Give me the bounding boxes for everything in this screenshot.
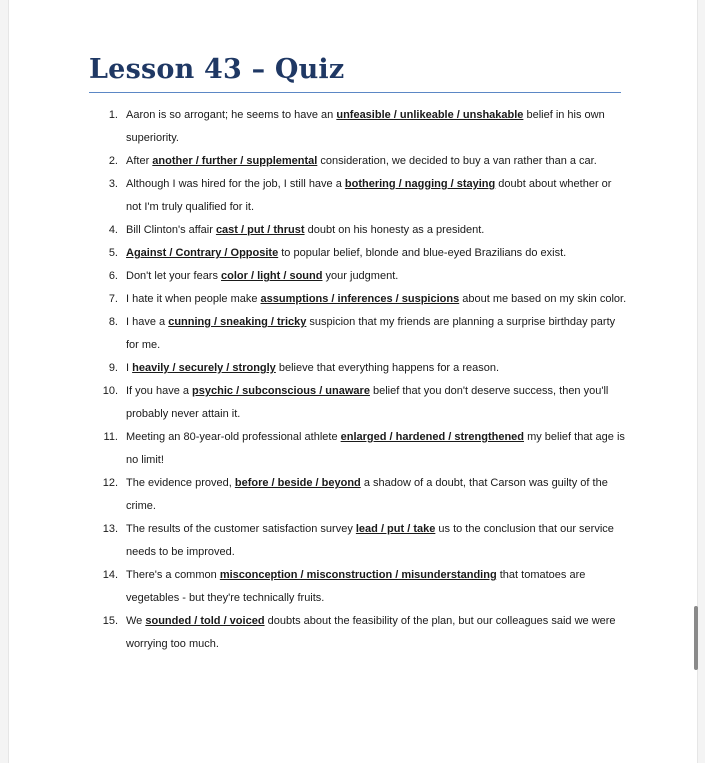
answer-options: unfeasible / unlikeable / unshakable [336, 109, 524, 121]
answer-options: enlarged / hardened / strengthened [340, 431, 525, 443]
question-text-after: a shadow of a doubt, that Carson was guilty of the crime. [126, 477, 608, 512]
question-number: 14. [102, 569, 118, 581]
question-number: 12. [102, 477, 118, 489]
question-text [126, 472, 629, 518]
question-text-before: If you have a [126, 385, 193, 397]
question-text [126, 311, 629, 357]
question-text-after: doubt on his honesty as a president. [304, 224, 485, 236]
question-text-after: us to the conclusion that our service needs to be improved. [126, 523, 614, 558]
question-text-before: The results of the customer satisfaction survey [126, 523, 356, 535]
question-text-before: Don't let your fears [126, 270, 222, 282]
question-text-after: doubts about the feasibility of the plan, but our colleagues said we were worrying too much. [126, 615, 616, 650]
question-number: 3. [108, 178, 118, 190]
question-item [99, 472, 629, 518]
vertical-scrollbar[interactable] [694, 606, 698, 670]
question-item [99, 242, 629, 265]
answer-options: cunning / sneaking / tricky [168, 316, 307, 328]
question-item [99, 288, 629, 311]
question-number: 7. [108, 293, 118, 305]
question-item [99, 380, 629, 426]
answer-options: assumptions / inferences / suspicions [260, 293, 460, 305]
question-number: 10. [102, 385, 118, 397]
question-text-before: I [126, 362, 133, 374]
question-number: 8. [108, 316, 118, 328]
question-item [99, 357, 629, 380]
title-underline [89, 92, 621, 93]
answer-options: heavily / securely / strongly [132, 362, 276, 374]
question-text-before: Although I was hired for the job, I still have a [126, 178, 345, 190]
question-number: 11. [103, 431, 118, 443]
question-text [126, 219, 629, 242]
question-text [126, 173, 629, 219]
question-text-before: I have a [126, 316, 169, 328]
answer-options: misconception / misconstruction / misunderstanding [219, 569, 497, 581]
question-text-before: We [126, 615, 146, 627]
question-text [126, 426, 629, 472]
question-number: 13. [102, 523, 118, 535]
question-text-before: Aaron is so arrogant; he seems to have an [126, 109, 337, 121]
question-item [99, 564, 629, 610]
answer-options: cast / put / thrust [215, 224, 305, 236]
answer-options: lead / put / take [355, 523, 436, 535]
question-text [126, 564, 629, 610]
question-item [99, 219, 629, 242]
question-item [99, 173, 629, 219]
question-number: 4. [108, 224, 118, 236]
question-item [99, 610, 629, 656]
question-text-after: to popular belief, blonde and blue-eyed Brazilians do exist. [278, 247, 567, 259]
question-text [126, 518, 629, 564]
question-number: 5. [108, 247, 118, 259]
question-item [99, 311, 629, 357]
question-number: 9. [108, 362, 118, 374]
question-item [99, 150, 629, 173]
question-text-after: that tomatoes are vegetables - but they're technically fruits. [126, 569, 586, 604]
question-text-before: Bill Clinton's affair [126, 224, 216, 236]
answer-options: sounded / told / voiced [145, 615, 265, 627]
question-text [126, 104, 629, 150]
question-text-before: Meeting an 80-year-old professional athlete [126, 431, 341, 443]
question-text [126, 357, 629, 380]
answer-options: another / further / supplemental [152, 155, 318, 167]
question-item [99, 265, 629, 288]
question-text-before: There's a common [126, 569, 220, 581]
question-item [99, 426, 629, 472]
page-title: Lesson 43 – Quiz [89, 54, 345, 85]
answer-options: Against / Contrary / Opposite [126, 247, 279, 259]
question-text-after: doubt about whether or not I'm truly qualified for it. [126, 178, 612, 213]
question-number: 15. [102, 615, 118, 627]
question-item [99, 518, 629, 564]
document-page [8, 0, 698, 763]
question-text-after: about me based on my skin color. [459, 293, 627, 305]
question-item [99, 104, 629, 150]
question-text [126, 380, 629, 426]
question-text-before: After [126, 155, 153, 167]
question-number: 2. [108, 155, 118, 167]
question-text [126, 150, 629, 173]
question-text [126, 610, 629, 656]
question-text-before: I hate it when people make [126, 293, 261, 305]
question-text-after: my belief that age is no limit! [126, 431, 625, 466]
question-text [126, 265, 629, 288]
question-text-after: believe that everything happens for a reason. [275, 362, 500, 374]
question-text-after: your judgment. [322, 270, 399, 282]
answer-options: before / beside / beyond [234, 477, 361, 489]
question-text-after: consideration, we decided to buy a van rather than a car. [317, 155, 597, 167]
answer-options: psychic / subconscious / unaware [192, 385, 370, 397]
question-text-before: The evidence proved, [126, 477, 235, 489]
question-text-after: belief that you don't deserve success, then you'll probably never attain it. [126, 385, 609, 420]
question-list [99, 104, 629, 656]
question-number: 1. [108, 109, 118, 121]
question-number: 6. [108, 270, 118, 282]
question-text [126, 288, 629, 311]
answer-options: color / light / sound [221, 270, 323, 282]
answer-options: bothering / nagging / staying [344, 178, 496, 190]
question-text [126, 242, 629, 265]
question-text-after: suspicion that my friends are planning a surprise birthday party for me. [126, 316, 616, 351]
question-text-after: belief in his own superiority. [126, 109, 605, 144]
